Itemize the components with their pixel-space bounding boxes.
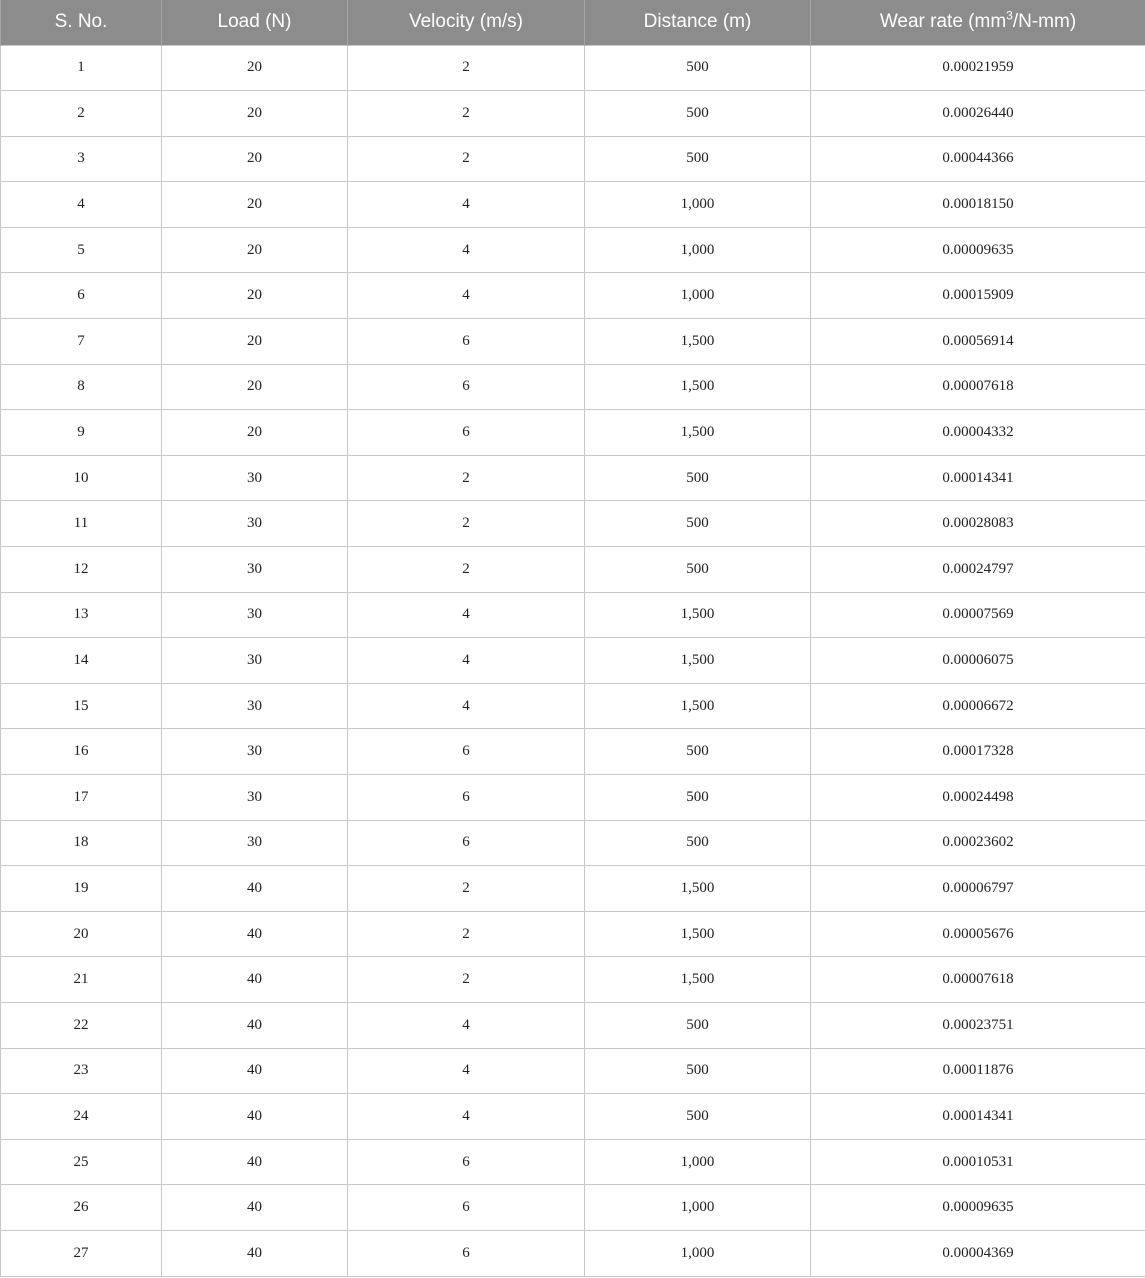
cell-wear-rate: 0.00056914 xyxy=(811,319,1145,365)
table-row xyxy=(1,592,1145,638)
cell-wear-rate: 0.00007618 xyxy=(811,364,1145,410)
cell-velocity: 6 xyxy=(348,775,585,821)
cell-wear-rate: 0.00006075 xyxy=(811,638,1145,684)
cell-load: 30 xyxy=(162,729,348,775)
cell-load: 20 xyxy=(162,182,348,228)
cell-load: 30 xyxy=(162,683,348,729)
cell-load: 40 xyxy=(162,1139,348,1185)
cell-wear-rate: 0.00010531 xyxy=(811,1139,1145,1185)
cell-velocity: 6 xyxy=(348,364,585,410)
cell-load: 30 xyxy=(162,820,348,866)
cell-sno: 27 xyxy=(1,1230,162,1276)
cell-load: 30 xyxy=(162,547,348,593)
cell-load: 20 xyxy=(162,45,348,91)
table-row xyxy=(1,1185,1145,1231)
cell-load: 20 xyxy=(162,227,348,273)
table-row xyxy=(1,866,1145,912)
cell-distance: 1,000 xyxy=(585,182,811,228)
table-row xyxy=(1,182,1145,228)
table-row xyxy=(1,501,1145,547)
table-header xyxy=(1,0,1145,45)
cell-distance: 500 xyxy=(585,820,811,866)
table-row xyxy=(1,729,1145,775)
cell-sno: 1 xyxy=(1,45,162,91)
table-body xyxy=(1,45,1145,1276)
cell-wear-rate: 0.00006672 xyxy=(811,683,1145,729)
cell-sno: 7 xyxy=(1,319,162,365)
cell-distance: 1,500 xyxy=(585,592,811,638)
table-row xyxy=(1,957,1145,1003)
cell-wear-rate: 0.00007569 xyxy=(811,592,1145,638)
cell-load: 20 xyxy=(162,273,348,319)
cell-wear-rate: 0.00014341 xyxy=(811,1094,1145,1140)
cell-load: 30 xyxy=(162,638,348,684)
header-sno: S. No. xyxy=(1,0,162,45)
cell-load: 30 xyxy=(162,455,348,501)
cell-velocity: 4 xyxy=(348,683,585,729)
cell-velocity: 6 xyxy=(348,820,585,866)
cell-velocity: 4 xyxy=(348,592,585,638)
cell-distance: 500 xyxy=(585,775,811,821)
cell-velocity: 4 xyxy=(348,1002,585,1048)
table-row xyxy=(1,45,1145,91)
cell-load: 40 xyxy=(162,866,348,912)
cell-sno: 25 xyxy=(1,1139,162,1185)
cell-load: 40 xyxy=(162,911,348,957)
table-row xyxy=(1,683,1145,729)
cell-velocity: 2 xyxy=(348,91,585,137)
cell-distance: 1,000 xyxy=(585,1230,811,1276)
cell-load: 20 xyxy=(162,364,348,410)
cell-distance: 500 xyxy=(585,136,811,182)
header-wear-rate-suffix: /N-mm) xyxy=(1012,11,1077,33)
table-row xyxy=(1,775,1145,821)
cell-load: 30 xyxy=(162,775,348,821)
cell-sno: 10 xyxy=(1,455,162,501)
cell-sno: 3 xyxy=(1,136,162,182)
cell-sno: 26 xyxy=(1,1185,162,1231)
cell-distance: 500 xyxy=(585,1002,811,1048)
cell-wear-rate: 0.00004369 xyxy=(811,1230,1145,1276)
cell-sno: 2 xyxy=(1,91,162,137)
cell-load: 40 xyxy=(162,1094,348,1140)
cell-sno: 15 xyxy=(1,683,162,729)
cell-load: 30 xyxy=(162,501,348,547)
cell-distance: 500 xyxy=(585,1048,811,1094)
cell-distance: 1,000 xyxy=(585,273,811,319)
cell-wear-rate: 0.00044366 xyxy=(811,136,1145,182)
cell-velocity: 2 xyxy=(348,455,585,501)
cell-load: 40 xyxy=(162,1002,348,1048)
cell-sno: 24 xyxy=(1,1094,162,1140)
cell-velocity: 6 xyxy=(348,319,585,365)
cell-distance: 1,000 xyxy=(585,1139,811,1185)
table-row xyxy=(1,136,1145,182)
cell-velocity: 4 xyxy=(348,273,585,319)
cell-velocity: 2 xyxy=(348,547,585,593)
cell-load: 20 xyxy=(162,410,348,456)
cell-velocity: 2 xyxy=(348,45,585,91)
cell-sno: 21 xyxy=(1,957,162,1003)
cell-distance: 500 xyxy=(585,501,811,547)
header-velocity: Velocity (m/s) xyxy=(348,0,585,45)
cell-wear-rate: 0.00024498 xyxy=(811,775,1145,821)
table-row xyxy=(1,455,1145,501)
cell-distance: 1,000 xyxy=(585,227,811,273)
cell-velocity: 2 xyxy=(348,866,585,912)
cell-load: 40 xyxy=(162,1185,348,1231)
cell-wear-rate: 0.00004332 xyxy=(811,410,1145,456)
cell-wear-rate: 0.00023751 xyxy=(811,1002,1145,1048)
cell-velocity: 2 xyxy=(348,136,585,182)
table-row xyxy=(1,91,1145,137)
cell-distance: 500 xyxy=(585,45,811,91)
cell-velocity: 6 xyxy=(348,729,585,775)
cell-velocity: 4 xyxy=(348,182,585,228)
cell-sno: 23 xyxy=(1,1048,162,1094)
cell-distance: 500 xyxy=(585,455,811,501)
table-row xyxy=(1,364,1145,410)
cell-distance: 500 xyxy=(585,729,811,775)
cell-wear-rate: 0.00009635 xyxy=(811,1185,1145,1231)
cell-wear-rate: 0.00009635 xyxy=(811,227,1145,273)
cell-distance: 1,500 xyxy=(585,911,811,957)
cell-sno: 11 xyxy=(1,501,162,547)
table-row xyxy=(1,820,1145,866)
cell-wear-rate: 0.00007618 xyxy=(811,957,1145,1003)
table-row xyxy=(1,911,1145,957)
cell-sno: 20 xyxy=(1,911,162,957)
cell-sno: 6 xyxy=(1,273,162,319)
cell-velocity: 6 xyxy=(348,1139,585,1185)
cell-distance: 1,500 xyxy=(585,319,811,365)
cell-sno: 5 xyxy=(1,227,162,273)
cell-sno: 14 xyxy=(1,638,162,684)
header-distance: Distance (m) xyxy=(585,0,811,45)
cell-distance: 1,500 xyxy=(585,410,811,456)
table-row xyxy=(1,1048,1145,1094)
cell-distance: 500 xyxy=(585,1094,811,1140)
cell-distance: 1,500 xyxy=(585,683,811,729)
cell-wear-rate: 0.00014341 xyxy=(811,455,1145,501)
cell-load: 30 xyxy=(162,592,348,638)
table-row xyxy=(1,227,1145,273)
cell-sno: 8 xyxy=(1,364,162,410)
header-wear-rate-prefix: Wear rate (mm xyxy=(879,11,1007,33)
table-row xyxy=(1,410,1145,456)
header-wear-rate xyxy=(811,0,1145,45)
cell-velocity: 4 xyxy=(348,1094,585,1140)
cell-sno: 9 xyxy=(1,410,162,456)
table-row xyxy=(1,319,1145,365)
cell-sno: 13 xyxy=(1,592,162,638)
cell-sno: 16 xyxy=(1,729,162,775)
table-row xyxy=(1,1230,1145,1276)
cell-sno: 19 xyxy=(1,866,162,912)
cell-wear-rate: 0.00005676 xyxy=(811,911,1145,957)
cell-distance: 1,500 xyxy=(585,866,811,912)
cell-load: 20 xyxy=(162,91,348,137)
header-row xyxy=(1,0,1145,45)
table-row xyxy=(1,1094,1145,1140)
cell-load: 20 xyxy=(162,136,348,182)
cell-distance: 500 xyxy=(585,91,811,137)
cell-load: 40 xyxy=(162,1048,348,1094)
cell-distance: 1,500 xyxy=(585,957,811,1003)
cell-velocity: 2 xyxy=(348,501,585,547)
cell-wear-rate: 0.00011876 xyxy=(811,1048,1145,1094)
cell-sno: 17 xyxy=(1,775,162,821)
cell-wear-rate: 0.00006797 xyxy=(811,866,1145,912)
cell-velocity: 2 xyxy=(348,957,585,1003)
cell-distance: 1,000 xyxy=(585,1185,811,1231)
header-wear-rate-superscript: 3 xyxy=(1006,8,1013,23)
cell-velocity: 6 xyxy=(348,1230,585,1276)
cell-wear-rate: 0.00018150 xyxy=(811,182,1145,228)
cell-distance: 500 xyxy=(585,547,811,593)
cell-velocity: 6 xyxy=(348,410,585,456)
table-row xyxy=(1,1002,1145,1048)
table-row xyxy=(1,547,1145,593)
cell-sno: 4 xyxy=(1,182,162,228)
cell-load: 40 xyxy=(162,1230,348,1276)
cell-sno: 22 xyxy=(1,1002,162,1048)
cell-distance: 1,500 xyxy=(585,638,811,684)
cell-wear-rate: 0.00028083 xyxy=(811,501,1145,547)
cell-wear-rate: 0.00015909 xyxy=(811,273,1145,319)
table-row xyxy=(1,1139,1145,1185)
cell-velocity: 4 xyxy=(348,638,585,684)
cell-distance: 1,500 xyxy=(585,364,811,410)
header-load: Load (N) xyxy=(162,0,348,45)
cell-load: 20 xyxy=(162,319,348,365)
cell-velocity: 6 xyxy=(348,1185,585,1231)
table-row xyxy=(1,638,1145,684)
table-row xyxy=(1,273,1145,319)
cell-wear-rate: 0.00021959 xyxy=(811,45,1145,91)
cell-wear-rate: 0.00026440 xyxy=(811,91,1145,137)
cell-wear-rate: 0.00017328 xyxy=(811,729,1145,775)
cell-velocity: 4 xyxy=(348,227,585,273)
cell-wear-rate: 0.00024797 xyxy=(811,547,1145,593)
cell-sno: 18 xyxy=(1,820,162,866)
cell-load: 40 xyxy=(162,957,348,1003)
cell-velocity: 2 xyxy=(348,911,585,957)
cell-sno: 12 xyxy=(1,547,162,593)
cell-wear-rate: 0.00023602 xyxy=(811,820,1145,866)
cell-velocity: 4 xyxy=(348,1048,585,1094)
